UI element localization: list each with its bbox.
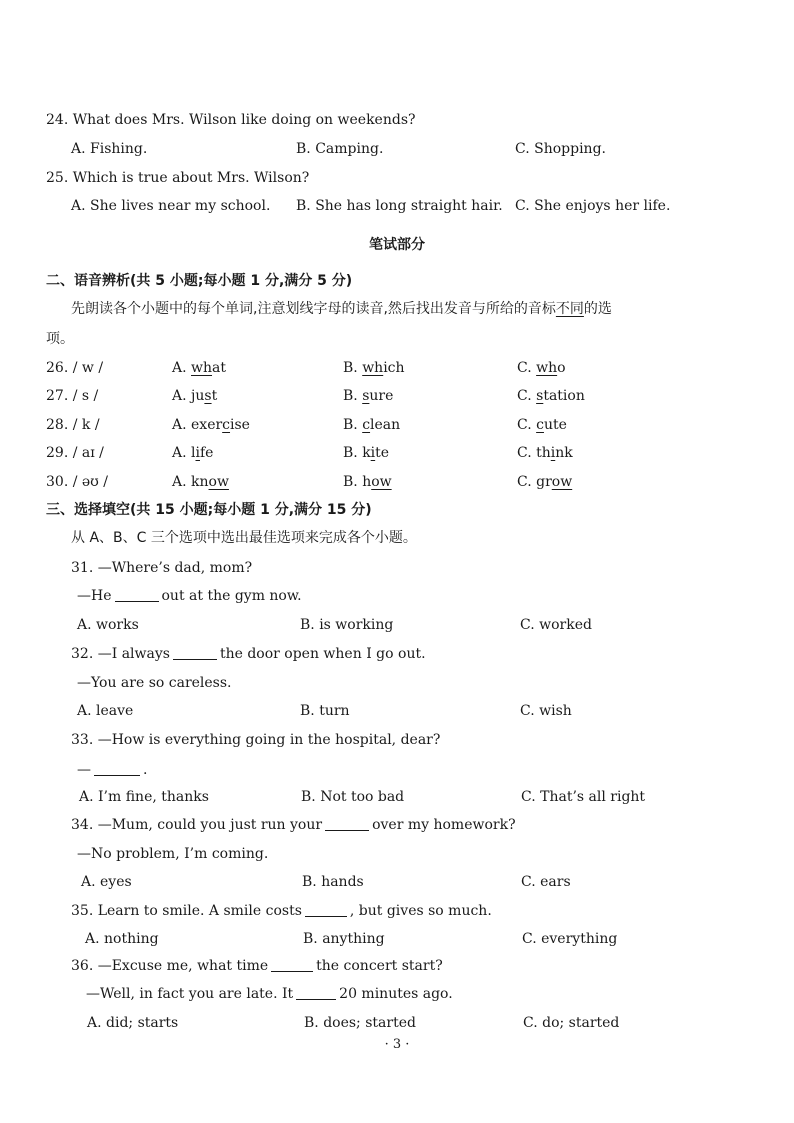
q31-option-c: C. worked xyxy=(520,617,592,633)
phonetic-symbol: 26. / w / xyxy=(46,360,104,376)
instr-part-2: 的选 xyxy=(583,301,612,317)
underlined-letters: c xyxy=(362,417,371,433)
underlined-letters: wh xyxy=(536,360,558,376)
word-part: A. xyxy=(172,360,192,376)
q34-blank xyxy=(325,816,369,831)
phonetic-symbol: 29. / aɪ / xyxy=(46,445,104,461)
phonetic-option-a xyxy=(172,383,217,409)
q35-option-c: C. everything xyxy=(522,931,618,947)
q31-l2-post: out at the gym now. xyxy=(161,588,302,604)
underlined-letters: s xyxy=(204,388,212,404)
word-part: B. xyxy=(343,417,363,433)
q32-blank xyxy=(173,645,217,660)
q31-l2-pre: —He xyxy=(77,588,112,604)
q31-text: 31. —Where’s dad, mom? xyxy=(71,560,253,576)
q32-option-b: B. turn xyxy=(300,703,350,719)
underlined-letters: wh xyxy=(191,360,213,376)
written-section-title: 笔试部分 xyxy=(369,237,425,253)
underlined-letters: wh xyxy=(362,360,384,376)
q35-l1-post: , but gives so much. xyxy=(349,903,492,919)
q36-option-c: C. do; started xyxy=(523,1015,620,1031)
q36-l2-post: 20 minutes ago. xyxy=(339,986,453,1002)
underlined-letters: s xyxy=(536,388,544,404)
word-part: C. xyxy=(517,417,537,433)
word-part: C. xyxy=(517,388,537,404)
word-part: B. xyxy=(343,360,363,376)
phonetic-option-a xyxy=(172,355,226,381)
word-part: ise xyxy=(230,417,250,433)
underlined-letters: i xyxy=(550,445,556,461)
q25-option-c: C. She enjoys her life. xyxy=(515,198,671,214)
q34-l2: —No problem, I’m coming. xyxy=(77,846,269,862)
word-part: ich xyxy=(383,360,405,376)
q31-option-b: B. is working xyxy=(300,617,394,633)
q33-blank xyxy=(94,761,140,776)
underlined-letters: ow xyxy=(551,474,573,490)
phonetic-option-b xyxy=(343,440,389,466)
phonetic-option-b xyxy=(343,355,405,381)
q34-l1-pre: 34. —Mum, could you just run your xyxy=(71,817,323,833)
word-part: B. xyxy=(343,388,363,404)
word-part: A. ju xyxy=(172,388,205,404)
q35-option-b: B. anything xyxy=(303,931,385,947)
q36-l2-pre: —Well, in fact you are late. It xyxy=(86,986,294,1002)
q33-l2-pre: — xyxy=(77,762,91,778)
q35-l1-pre: 35. Learn to smile. A smile costs xyxy=(71,903,302,919)
q24-option-a: A. Fishing. xyxy=(71,141,148,157)
q35-blank xyxy=(305,902,347,917)
q24-option-b: B. Camping. xyxy=(296,141,384,157)
section-3-instruction: 从 A、B、C 三个选项中选出最佳选项来完成各个小题。 xyxy=(71,530,417,546)
phonetic-symbol: 30. / əʊ / xyxy=(46,474,109,490)
phonetic-option-c xyxy=(517,469,572,495)
q25-option-a: A. She lives near my school. xyxy=(71,198,271,214)
q34-option-b: B. hands xyxy=(302,874,364,890)
section-2-instruction xyxy=(71,296,612,322)
phonetic-option-b xyxy=(343,412,400,438)
underlined-letters: ow xyxy=(208,474,229,490)
q32-l1-pre: 32. —I always xyxy=(71,646,170,662)
word-part: at xyxy=(212,360,226,376)
word-part: B. k xyxy=(343,445,371,461)
q25-stem-text: 25. Which is true about Mrs. Wilson? xyxy=(46,170,310,186)
q36-option-b: B. does; started xyxy=(304,1015,416,1031)
underlined-letters: c xyxy=(222,417,231,433)
instr-part-1: 先朗读各个小题中的每个单词,注意划线字母的读音,然后找出发音与所给的音标 xyxy=(71,301,556,317)
q32-option-c: C. wish xyxy=(520,703,572,719)
q36-l1-post: the concert start? xyxy=(316,958,443,974)
phonetic-option-c xyxy=(517,383,585,409)
q32-l2: —You are so careless. xyxy=(77,675,232,691)
word-part: o xyxy=(557,360,566,376)
instr-underlined: 不同 xyxy=(555,301,584,317)
word-part: ute xyxy=(543,417,567,433)
underlined-letters: c xyxy=(536,417,544,433)
word-part: ure xyxy=(369,388,394,404)
underlined-letters: ow xyxy=(371,474,392,490)
q24-stem-text: 24. What does Mrs. Wilson like doing on weekends? xyxy=(46,112,416,128)
word-part: A. kn xyxy=(172,474,209,490)
word-part: A. exer xyxy=(172,417,223,433)
phonetic-option-a xyxy=(172,469,229,495)
q36-blank-1 xyxy=(271,957,313,972)
phonetic-option-c xyxy=(517,355,566,381)
word-part: A. l xyxy=(172,445,196,461)
word-part: nk xyxy=(555,445,573,461)
phonetic-option-a xyxy=(172,440,213,466)
q34-l1-post: over my homework? xyxy=(372,817,516,833)
phonetic-symbol: 27. / s / xyxy=(46,388,99,404)
q33-l2-post: . xyxy=(143,762,148,778)
word-part: tation xyxy=(543,388,585,404)
q35-option-a: A. nothing xyxy=(85,931,159,947)
word-part: fe xyxy=(199,445,214,461)
q33-text: 33. —How is everything going in the hospital, dear? xyxy=(71,732,441,748)
q25-option-b: B. She has long straight hair. xyxy=(296,198,503,214)
section-3-title: 三、选择填空(共 15 小题;每小题 1 分,满分 15 分) xyxy=(46,502,372,518)
q33-option-c: C. That’s all right xyxy=(521,789,646,805)
q36-option-a: A. did; starts xyxy=(87,1015,179,1031)
word-part: C. gr xyxy=(517,474,552,490)
underlined-letters: s xyxy=(362,388,370,404)
word-part: lean xyxy=(370,417,401,433)
q33-option-b: B. Not too bad xyxy=(301,789,405,805)
phonetic-option-c xyxy=(517,440,573,466)
word-part: B. h xyxy=(343,474,372,490)
phonetic-option-a xyxy=(172,412,250,438)
phonetic-symbol: 28. / k / xyxy=(46,417,100,433)
q32-option-a: A. leave xyxy=(77,703,134,719)
phonetic-option-b xyxy=(343,383,393,409)
q32-l1-post: the door open when I go out. xyxy=(219,646,426,662)
phonetic-option-c xyxy=(517,412,567,438)
word-part: te xyxy=(375,445,390,461)
q34-option-c: C. ears xyxy=(521,874,571,890)
q31-blank xyxy=(115,587,159,602)
section-2-title: 二、语音辨析(共 5 小题;每小题 1 分,满分 5 分) xyxy=(46,273,353,289)
q36-blank-2 xyxy=(296,985,336,1000)
phonetic-option-b xyxy=(343,469,392,495)
word-part: C. th xyxy=(517,445,551,461)
q33-option-a: A. I’m fine, thanks xyxy=(79,789,209,805)
underlined-letters: i xyxy=(195,445,200,461)
word-part: t xyxy=(211,388,218,404)
section-2-instruction-line2: 项。 xyxy=(46,331,74,347)
word-part: C. xyxy=(517,360,537,376)
q24-option-c: C. Shopping. xyxy=(515,141,606,157)
q36-l1-pre: 36. —Excuse me, what time xyxy=(71,958,269,974)
page-number: · 3 · xyxy=(384,1037,410,1052)
q34-option-a: A. eyes xyxy=(81,874,132,890)
underlined-letters: i xyxy=(370,445,376,461)
q31-option-a: A. works xyxy=(77,617,139,633)
